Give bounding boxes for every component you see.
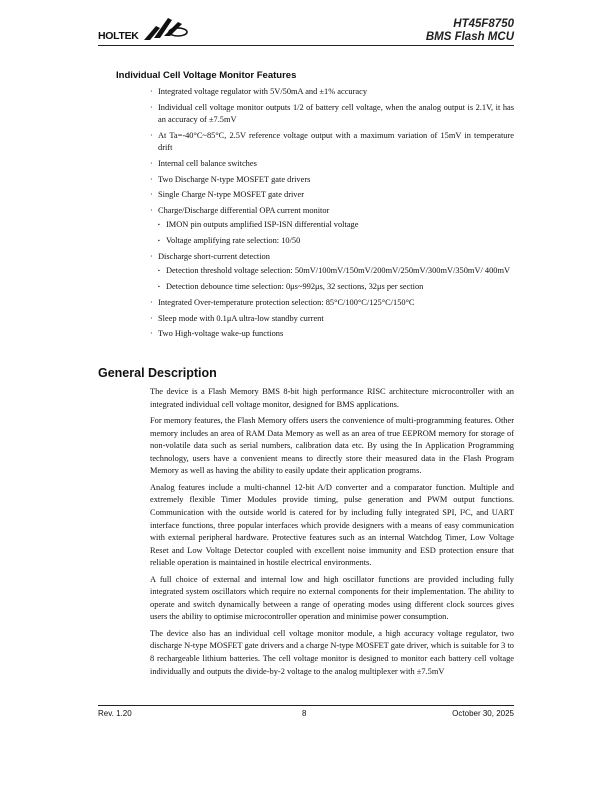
general-description-body — [150, 386, 514, 682]
sub-feature-text: Detection threshold voltage selection: 50mV/100mV/150mV/200mV/250mV/300mV/350mV/ 400mV — [166, 266, 511, 276]
paragraph: The device is a Flash Memory BMS 8-bit high performance RISC architecture microcontroller with an integrated individual cell voltage monitor, designed for BMS applications. — [150, 387, 514, 409]
feature-text: Single Charge N-type MOSFET gate driver — [158, 190, 304, 200]
bullet-icon: ▪ — [158, 239, 160, 245]
feature-item — [150, 313, 514, 325]
sub-feature-text: Voltage amplifying rate selection: 10/50 — [166, 236, 301, 246]
bullet-icon: ▪ — [158, 223, 160, 229]
sub-feature-item — [158, 265, 514, 277]
bullet-icon: · — [150, 190, 153, 200]
feature-text: Two Discharge N-type MOSFET gate drivers — [158, 174, 311, 184]
date: October 30, 2025 — [452, 709, 514, 718]
revision: Rev. 1.20 — [98, 709, 132, 718]
page-number: 8 — [302, 709, 307, 718]
sub-feature-item — [158, 281, 514, 293]
feature-text: Individual cell voltage monitor outputs 1/2 of battery cell voltage, when the analog output is 2.1V, it has an accuracy of ±7.5mV — [158, 102, 514, 124]
feature-item — [150, 102, 514, 126]
bullet-icon: · — [150, 87, 153, 96]
feature-text: Charge/Discharge differential OPA current monitor — [158, 206, 330, 216]
svg-text:HOLTEK: HOLTEK — [98, 30, 139, 42]
footer-divider — [98, 705, 514, 706]
bullet-icon: · — [150, 174, 153, 184]
paragraph: Analog features include a multi-channel 12-bit A/D converter and a comparator function. Multiple and extremely flexible Timer Modules provide timing, pulse generation and PWM output functions. Communication with the outside world is catered for by including fully integrated SPI, I²C, and UART interface functions, three popular interfaces which provide designers with a means of easy communication with external peripheral hardware. Protective features such as an internal Watchdog Timer, Low Voltage Reset and Low Voltage Detector coupled with excellent noise immunity and ESD protection ensure that reliable operation is maintained in hostile electrical environments. — [150, 482, 514, 568]
bullet-icon: · — [150, 206, 153, 216]
feature-item — [150, 174, 514, 186]
feature-text: Discharge short-current detection — [158, 251, 270, 261]
bullet-icon: · — [150, 158, 153, 168]
feature-item — [150, 189, 514, 201]
sub-feature-item — [158, 219, 514, 231]
bullet-icon: ▪ — [158, 269, 160, 275]
feature-text: Integrated voltage regulator with 5V/50mA and ±1% accuracy — [158, 87, 368, 96]
product-name: BMS Flash MCU — [425, 31, 514, 43]
feature-item — [150, 86, 514, 98]
document-header — [426, 18, 514, 44]
general-description-heading: General Description — [98, 366, 217, 380]
feature-item — [150, 158, 514, 170]
paragraph: The device also has an individual cell voltage monitor module, a high accuracy voltage regulator, two discharge N-type MOSFET gate drivers and a charge N-type MOSFET gate driver, which is suitable for 3 to 8 rechargeable lithium batteries. The cell voltage monitor is designed to monitor each battery cell voltage individually and outputs the divide-by-2 voltage to the analog multiplexer with ±7.5mV — [150, 628, 514, 676]
feature-text: Internal cell balance switches — [158, 158, 257, 168]
bullet-icon: · — [150, 329, 153, 339]
header-divider — [98, 45, 514, 46]
feature-item — [150, 297, 514, 309]
bullet-icon: · — [150, 313, 153, 323]
feature-text: Two High-voltage wake-up functions — [158, 329, 284, 339]
feature-text: Sleep mode with 0.1μA ultra-low standby current — [158, 313, 324, 323]
feature-item — [150, 251, 514, 293]
sub-feature-item — [158, 235, 514, 247]
bullet-icon: · — [150, 297, 153, 307]
features-heading: Individual Cell Voltage Monitor Features — [116, 70, 297, 81]
feature-item — [150, 130, 514, 154]
feature-text: At Ta=-40°C~85°C, 2.5V reference voltage output with a maximum variation of 15mV in temperature drift — [158, 130, 514, 152]
sub-feature-text: Detection debounce time selection: 0μs~992μs, 32 sections, 32μs per section — [166, 281, 424, 291]
sub-feature-text: IMON pin outputs amplified ISP-ISN differential voltage — [166, 220, 359, 230]
bullet-icon: ▪ — [158, 284, 160, 290]
feature-text: Integrated Over-temperature protection selection: 85°C/100°C/125°C/150°C — [158, 297, 415, 307]
holtek-logo — [98, 14, 190, 44]
feature-item — [150, 328, 514, 340]
paragraph: For memory features, the Flash Memory offers users the convenience of multi-programming features. Other memory includes an area of RAM Data Memory as well as an area of true EEPROM memory for storage of non-volatile data such as serial numbers, calibration data etc. By using the In Application Programming technology, users have a convenient means to directly store their measured data in the Flash Program Memory as well as having the ability to easily update their application programs. — [150, 415, 514, 476]
bullet-icon: · — [150, 251, 153, 261]
features-list — [150, 86, 514, 344]
paragraph: A full choice of external and internal low and high oscillator functions are provided including fully integrated system oscillators which require no external components for their implementation. The ability to operate and switch dynamically between a range of operating modes using different clock sources gives users the ability to optimise microcontroller operation and minimise power consumption. — [150, 574, 514, 622]
feature-item — [150, 205, 514, 247]
part-number: HT45F8750 — [453, 18, 514, 30]
bullet-icon: · — [150, 130, 153, 140]
bullet-icon: · — [150, 102, 153, 112]
